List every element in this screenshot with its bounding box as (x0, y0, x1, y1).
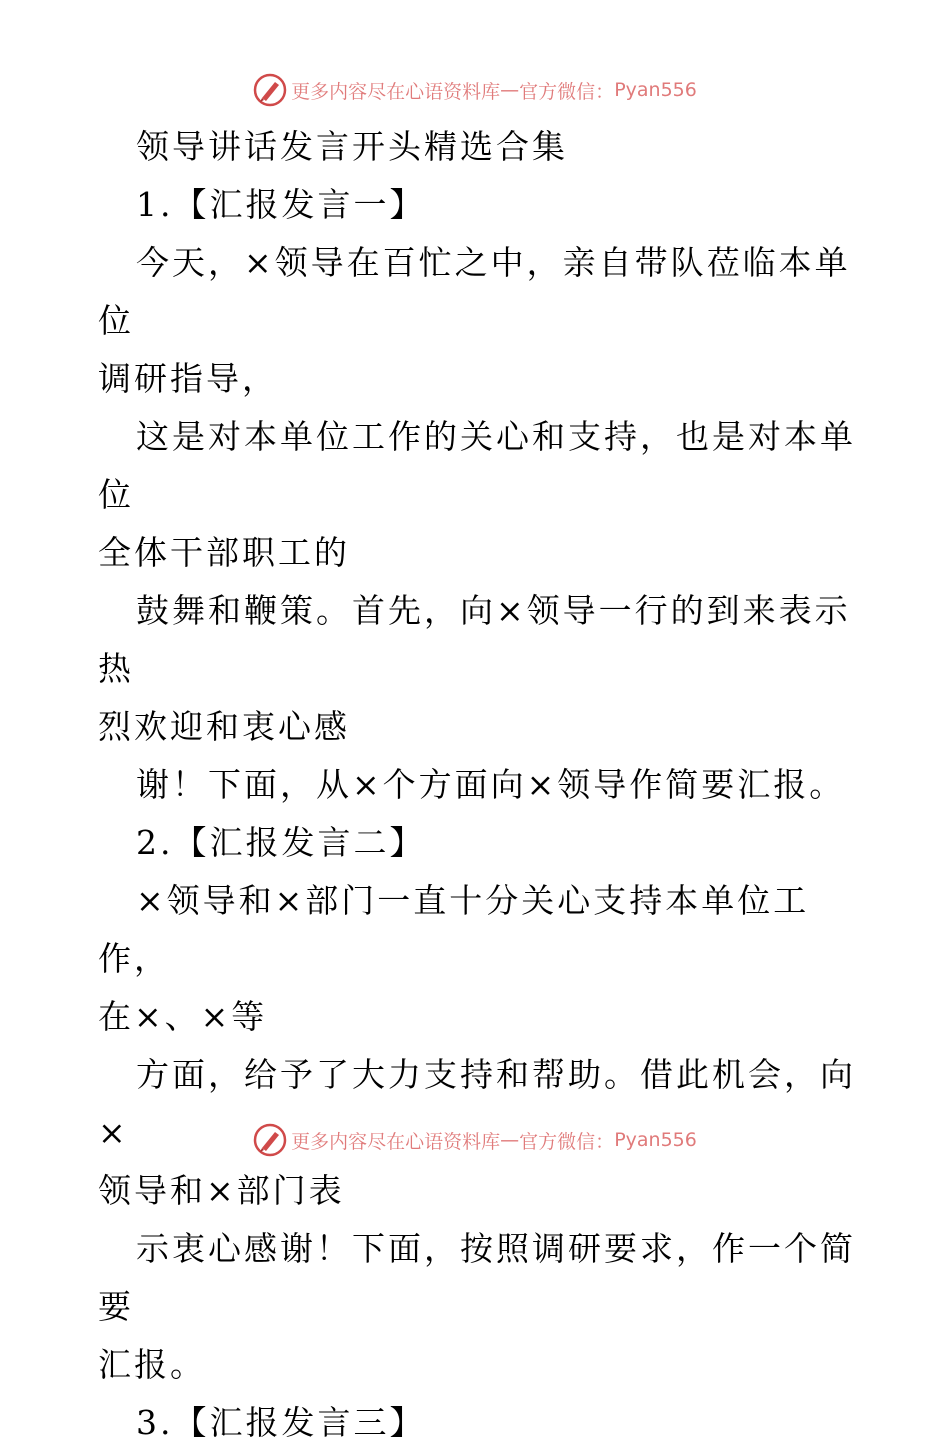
paragraph-line: 这是对本单位工作的关心和支持，也是对本单位 (98, 417, 856, 514)
watermark-wechat-id: Pyan556 (614, 1129, 697, 1151)
paragraph-line: ×领导和×部门一直十分关心支持本单位工作， (98, 881, 810, 978)
paragraph-line: 调研指导， (98, 359, 278, 398)
paragraph-line: 领导和×部门表 (98, 1171, 345, 1210)
section-heading-3: 3.【汇报发言三】 (136, 1403, 426, 1442)
paragraph-line: 方面，给予了大力支持和帮助。借此机会，向× (98, 1055, 856, 1152)
paragraph-line: 汇报。 (98, 1345, 206, 1384)
header-watermark (0, 70, 950, 110)
section-heading-2: 2.【汇报发言二】 (136, 823, 426, 862)
document-title: 领导讲话发言开头精选合集 (136, 127, 568, 166)
pen-logo-icon (253, 1123, 287, 1157)
pen-logo-icon (253, 73, 287, 107)
paragraph-line: 鼓舞和鞭策。首先，向×领导一行的到来表示热 (98, 591, 851, 688)
watermark-dash: — (500, 1129, 520, 1151)
paragraph-line: 在×、×等 (98, 997, 268, 1036)
watermark-wechat-label: 官方微信： (519, 80, 615, 103)
watermark-text: 更多内容尽在心语资料库 (291, 80, 501, 103)
paragraph-line: 示衷心感谢！下面，按照调研要求，作一个简要 (98, 1229, 856, 1326)
paragraph-line: 谢！下面，从×个方面向×领导作简要汇报。 (136, 765, 846, 804)
watermark-wechat-label: 官方微信： (519, 1130, 615, 1153)
paragraph-line: 全体干部职工的 (98, 533, 350, 572)
footer-watermark (0, 1120, 950, 1160)
watermark-text: 更多内容尽在心语资料库 (291, 1130, 501, 1153)
watermark-dash: — (500, 79, 520, 101)
watermark-wechat-id: Pyan556 (614, 79, 697, 101)
section-heading-1: 1.【汇报发言一】 (136, 185, 426, 224)
paragraph-line: 烈欢迎和衷心感 (98, 707, 350, 746)
paragraph-line: 今天，×领导在百忙之中，亲自带队莅临本单位 (98, 243, 851, 340)
document-body (98, 118, 858, 1452)
